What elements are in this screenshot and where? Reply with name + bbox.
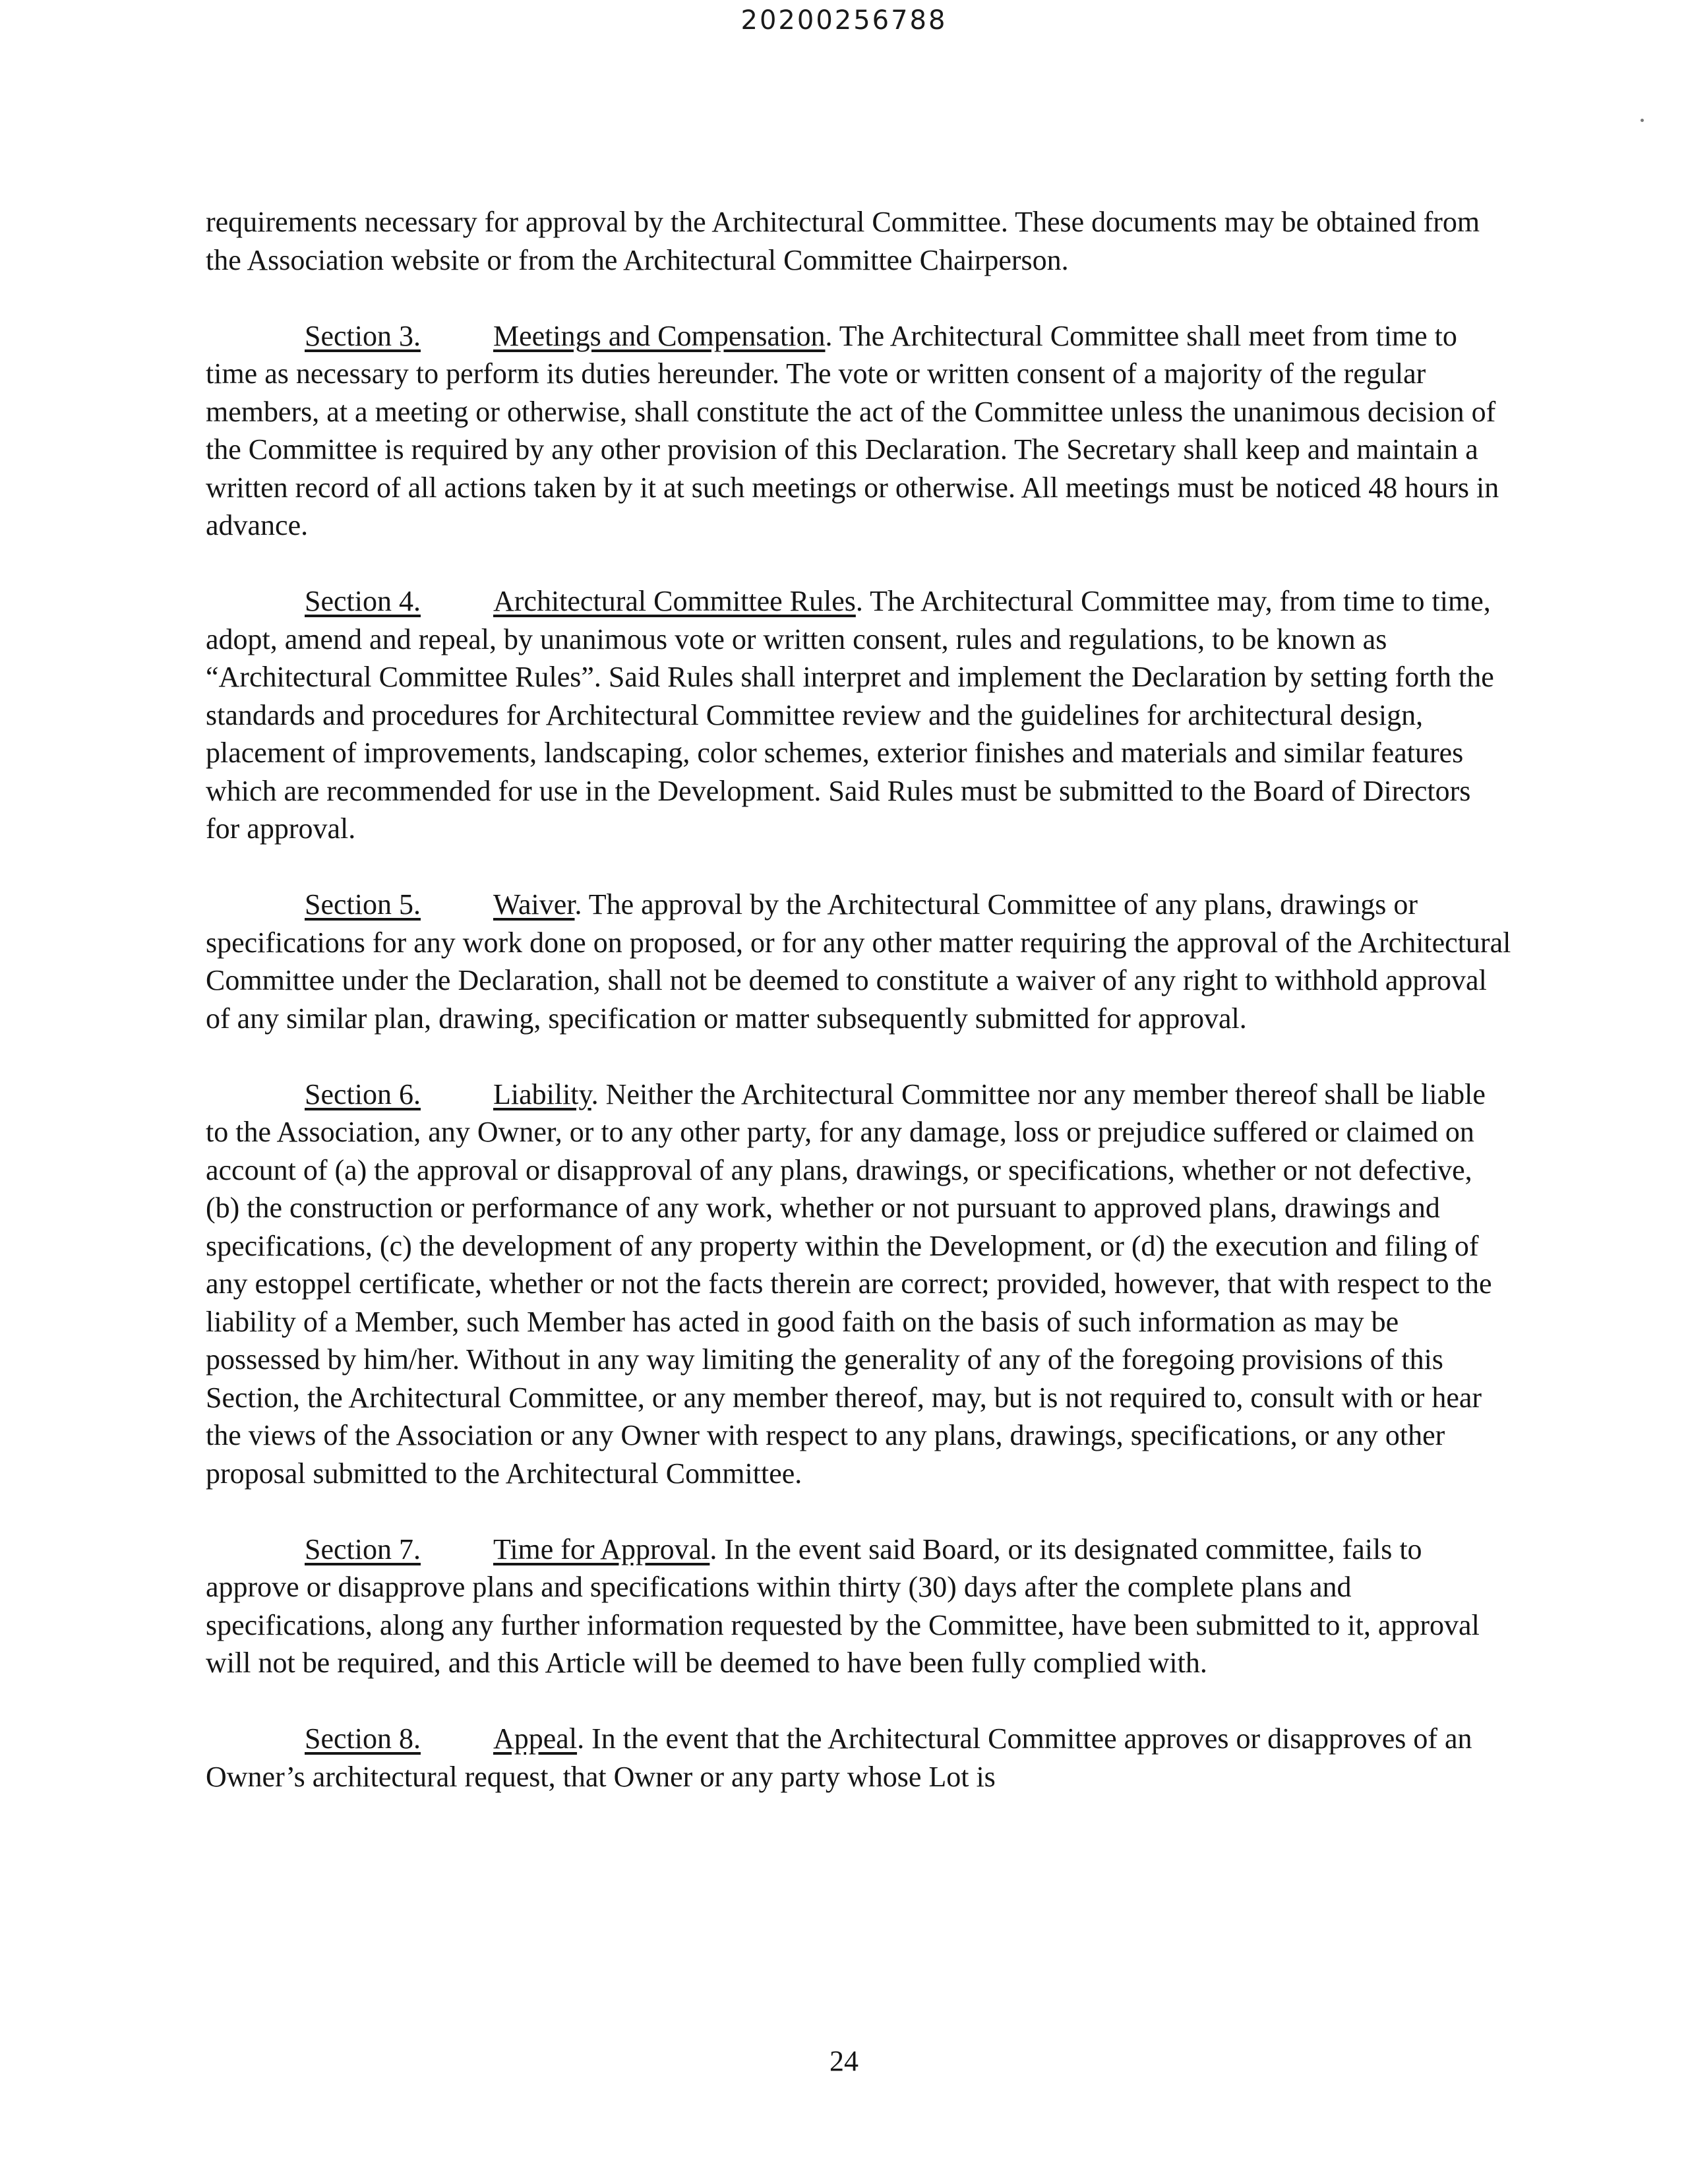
- section-7-text: . In the event said Board, or its designated committee, fails to approve or disapprove plans and specifications within thirty (30) days after the complete plans and specifications, along any further information requested by the Committee, have been submitted to it, approval will not be required, and this Article will be deemed to have been fully complied with.: [206, 1532, 1480, 1679]
- section-4-label: Section 4.: [305, 585, 421, 617]
- section-8-paragraph: [206, 1720, 1511, 1796]
- section-8-title: Appeal: [493, 1722, 578, 1755]
- intro-paragraph: requirements necessary for approval by the Architectural Committee. These documents may be obtained from the Association website or from the Architectural Committee Chairperson.: [206, 206, 1480, 276]
- section-6-title: Liability: [493, 1077, 591, 1110]
- section-7-title: Time for Approval: [493, 1532, 710, 1565]
- section-7-label: Section 7.: [305, 1532, 421, 1565]
- section-5-paragraph: [206, 886, 1511, 1037]
- section-6-paragraph: [206, 1076, 1511, 1493]
- page-number: 24: [829, 2045, 859, 2077]
- section-7-paragraph: [206, 1531, 1511, 1682]
- section-3-title: Meetings and Compensation: [493, 319, 826, 352]
- scan-speck: [1641, 119, 1644, 122]
- section-3-text: . The Architectural Committee shall meet from time to time as necessary to perform its duties hereunder. The vote or written consent of a majority of the regular members, at a meeting or otherwise, shall constitute the act of the Committee unless the unanimous decision of the Committee is required by any other provision of this Declaration. The Secretary shall keep and maintain a written record of all actions taken by it at such meetings or otherwise. All meetings must be noticed 48 hours in advance.: [206, 319, 1499, 541]
- section-5-text: . The approval by the Architectural Committee of any plans, drawings or specifications for any work done on proposed, or for any other matter requiring the approval of the Architectural Committee under the Declaration, shall not be deemed to constitute a waiver of any right to withhold approval of any similar plan, drawing, specification or matter subsequently submitted for approval.: [206, 888, 1511, 1035]
- section-6-text: . Neither the Architectural Committee nor any member thereof shall be liable to the Association, any Owner, or to any other party, for any damage, loss or prejudice suffered or claimed on account of (a) the approval or disapproval of any plans, drawings, or specifications, whether or not defective, (b) the construction or performance of any work, whether or not pursuant to approved plans, drawings and specifications, (c) the development of any property within the Development, or (d) the execution and filing of any estoppel certificate, whether or not the facts therein are correct; provided, however, that with respect to the liability of a Member, such Member has acted in good faith on the basis of such information as may be possessed by him/her. Without in any way limiting the generality of any of the foregoing provisions of this Section, the Architectural Committee, or any member thereof, may, but is not required to, consult with or hear the views of the Association or any Owner with respect to any plans, drawings, specifications, or any other proposal submitted to the Architectural Committee.: [206, 1077, 1492, 1490]
- section-5-label: Section 5.: [305, 888, 421, 921]
- document-body: [206, 203, 1511, 1834]
- section-8-label: Section 8.: [305, 1722, 421, 1755]
- document-number: 20200256788: [740, 5, 948, 36]
- section-4-text: . The Architectural Committee may, from time to time, adopt, amend and repeal, by unanimous vote or written consent, rules and regulations, to be known as “Architectural Committee Rules”. Said Rules shall interpret and implement the Declaration by setting forth the standards and procedures for Architectural Committee review and the guidelines for architectural design, placement of improvements, landscaping, color schemes, exterior finishes and materials and similar features which are recommended for use in the Development. Said Rules must be submitted to the Board of Directors for approval.: [206, 585, 1494, 845]
- section-6-label: Section 6.: [305, 1077, 421, 1110]
- section-3-label: Section 3.: [305, 319, 421, 352]
- section-4-paragraph: [206, 582, 1511, 848]
- section-8-text: . In the event that the Architectural Committee approves or disapproves of an Owner’s architectural request, that Owner or any party whose Lot is: [206, 1722, 1472, 1793]
- section-3-paragraph: [206, 317, 1511, 545]
- section-4-title: Architectural Committee Rules: [493, 585, 856, 617]
- section-5-title: Waiver: [493, 888, 575, 921]
